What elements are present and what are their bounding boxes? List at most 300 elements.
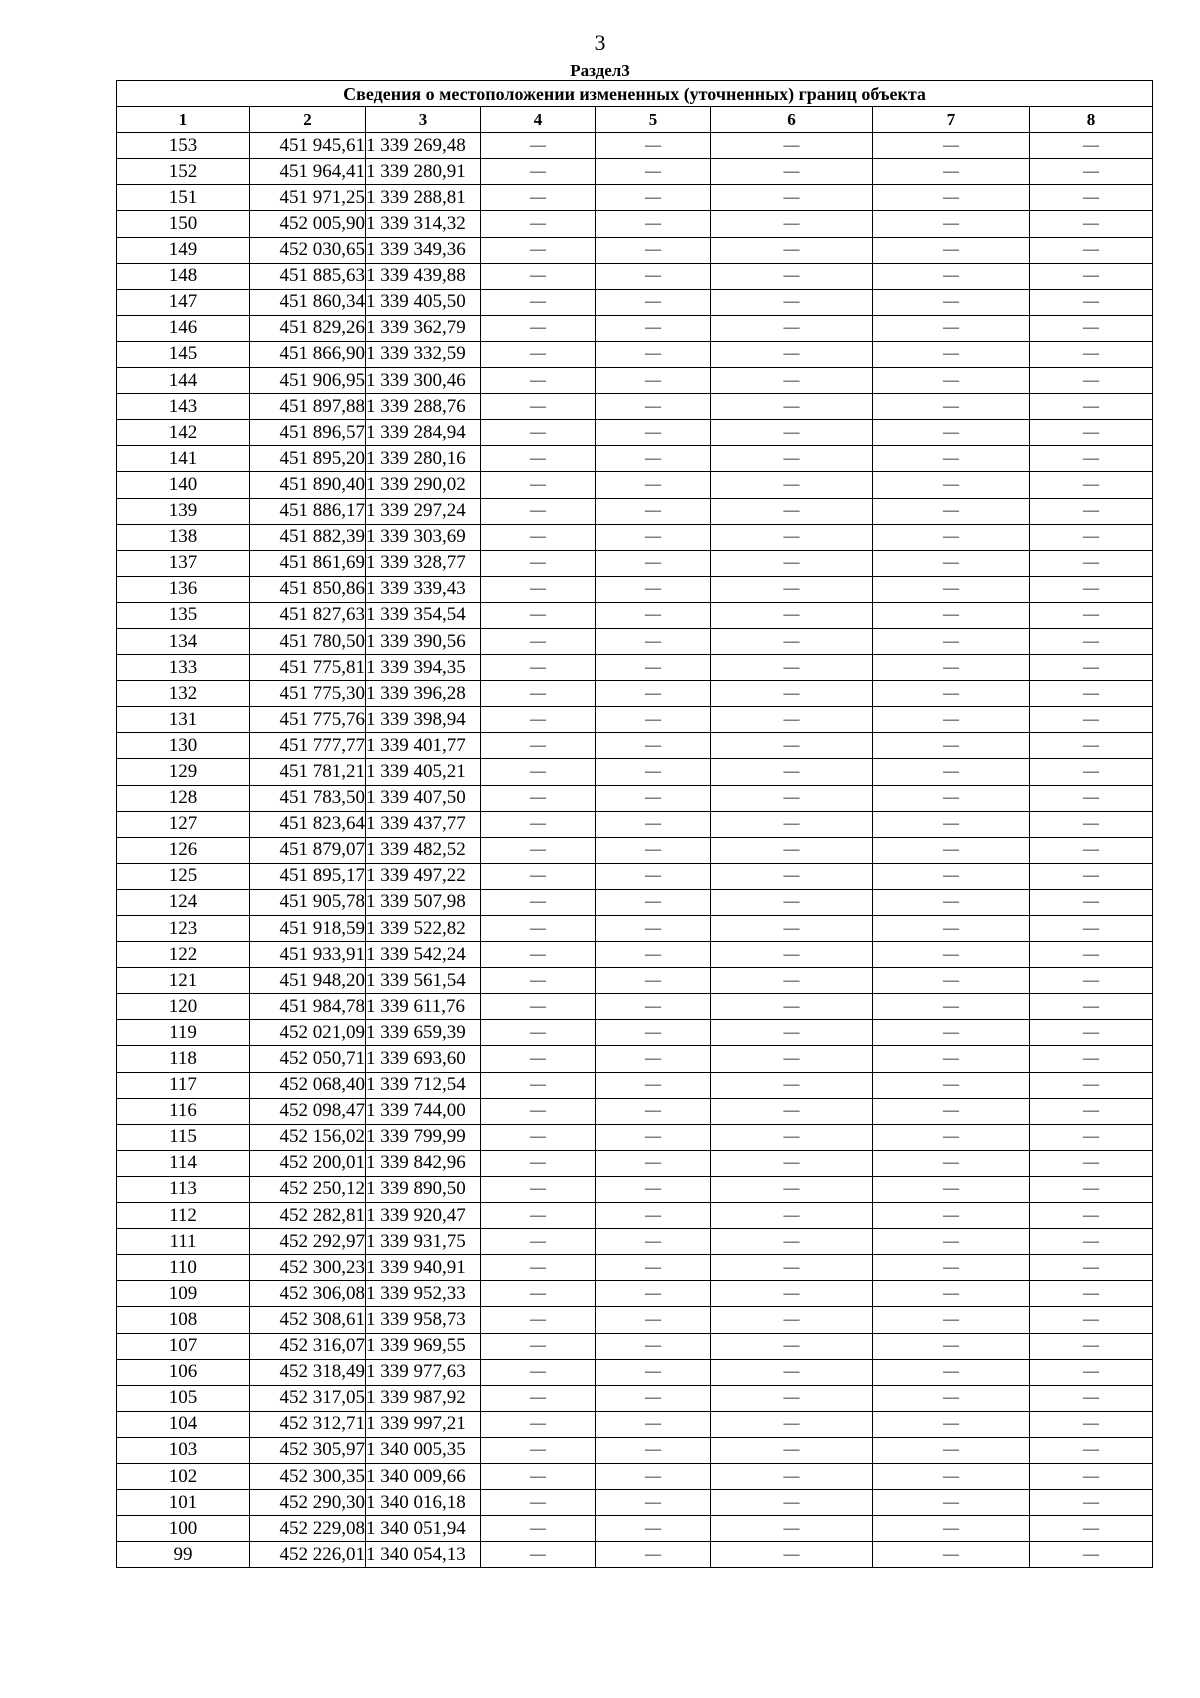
empty-value-cell: — — [596, 1255, 711, 1281]
table-row — [117, 472, 1153, 498]
empty-value-cell: — — [596, 1437, 711, 1463]
empty-value-cell: — — [481, 211, 596, 237]
x-coordinate-cell: 452 098,47 — [250, 1098, 366, 1124]
empty-value-cell: — — [873, 707, 1030, 733]
empty-value-cell: — — [481, 1229, 596, 1255]
empty-value-cell: — — [711, 1203, 873, 1229]
empty-value-cell: — — [481, 968, 596, 994]
empty-value-cell: — — [873, 315, 1030, 341]
empty-value-cell: — — [711, 576, 873, 602]
point-number-cell: 139 — [117, 498, 250, 524]
empty-value-cell: — — [596, 1020, 711, 1046]
table-row — [117, 1411, 1153, 1437]
y-coordinate-cell: 1 339 297,24 — [366, 498, 481, 524]
x-coordinate-cell: 452 316,07 — [250, 1333, 366, 1359]
empty-value-cell: — — [481, 315, 596, 341]
empty-value-cell: — — [1030, 1098, 1153, 1124]
empty-value-cell: — — [1030, 889, 1153, 915]
point-number-cell: 114 — [117, 1150, 250, 1176]
empty-value-cell: — — [1030, 524, 1153, 550]
empty-value-cell: — — [596, 420, 711, 446]
empty-value-cell: — — [873, 1516, 1030, 1542]
x-coordinate-cell: 451 945,61 — [250, 133, 366, 159]
empty-value-cell: — — [596, 811, 711, 837]
empty-value-cell: — — [596, 1411, 711, 1437]
empty-value-cell: — — [711, 1490, 873, 1516]
empty-value-cell: — — [596, 237, 711, 263]
table-row — [117, 368, 1153, 394]
x-coordinate-cell: 452 200,01 — [250, 1150, 366, 1176]
point-number-cell: 102 — [117, 1463, 250, 1489]
point-number-cell: 125 — [117, 863, 250, 889]
point-number-cell: 119 — [117, 1020, 250, 1046]
empty-value-cell: — — [481, 550, 596, 576]
y-coordinate-cell: 1 339 328,77 — [366, 550, 481, 576]
table-row — [117, 289, 1153, 315]
empty-value-cell: — — [596, 289, 711, 315]
x-coordinate-cell: 451 866,90 — [250, 341, 366, 367]
empty-value-cell: — — [481, 289, 596, 315]
x-coordinate-cell: 451 948,20 — [250, 968, 366, 994]
table-row — [117, 863, 1153, 889]
point-number-cell: 127 — [117, 811, 250, 837]
empty-value-cell: — — [481, 394, 596, 420]
empty-value-cell: — — [873, 550, 1030, 576]
empty-value-cell: — — [873, 655, 1030, 681]
point-number-cell: 108 — [117, 1307, 250, 1333]
empty-value-cell: — — [1030, 1516, 1153, 1542]
empty-value-cell: — — [873, 1229, 1030, 1255]
empty-value-cell: — — [711, 1046, 873, 1072]
empty-value-cell: — — [873, 498, 1030, 524]
y-coordinate-cell: 1 340 005,35 — [366, 1437, 481, 1463]
empty-value-cell: — — [596, 368, 711, 394]
table-row — [117, 1463, 1153, 1489]
y-coordinate-cell: 1 339 405,21 — [366, 759, 481, 785]
empty-value-cell: — — [481, 1516, 596, 1542]
empty-value-cell: — — [1030, 681, 1153, 707]
x-coordinate-cell: 452 305,97 — [250, 1437, 366, 1463]
empty-value-cell: — — [873, 1542, 1030, 1568]
x-coordinate-cell: 452 050,71 — [250, 1046, 366, 1072]
empty-value-cell: — — [481, 681, 596, 707]
table-row — [117, 550, 1153, 576]
empty-value-cell: — — [1030, 1046, 1153, 1072]
empty-value-cell: — — [481, 1490, 596, 1516]
point-number-cell: 129 — [117, 759, 250, 785]
section-title: Раздел3 — [570, 61, 630, 80]
empty-value-cell: — — [711, 1463, 873, 1489]
empty-value-cell: — — [1030, 341, 1153, 367]
empty-value-cell: — — [596, 1307, 711, 1333]
empty-value-cell: — — [481, 1542, 596, 1568]
empty-value-cell: — — [481, 707, 596, 733]
table-row — [117, 524, 1153, 550]
empty-value-cell: — — [711, 707, 873, 733]
empty-value-cell: — — [1030, 576, 1153, 602]
empty-value-cell: — — [596, 576, 711, 602]
empty-value-cell: — — [481, 1203, 596, 1229]
x-coordinate-cell: 451 777,77 — [250, 733, 366, 759]
empty-value-cell: — — [596, 315, 711, 341]
empty-value-cell: — — [596, 1072, 711, 1098]
point-number-cell: 153 — [117, 133, 250, 159]
point-number-cell: 132 — [117, 681, 250, 707]
point-number-cell: 152 — [117, 159, 250, 185]
empty-value-cell: — — [481, 837, 596, 863]
y-coordinate-cell: 1 339 401,77 — [366, 733, 481, 759]
x-coordinate-cell: 451 886,17 — [250, 498, 366, 524]
empty-value-cell: — — [596, 472, 711, 498]
empty-value-cell: — — [1030, 994, 1153, 1020]
empty-value-cell: — — [1030, 968, 1153, 994]
empty-value-cell: — — [481, 1072, 596, 1098]
empty-value-cell: — — [481, 159, 596, 185]
point-number-cell: 148 — [117, 263, 250, 289]
empty-value-cell: — — [1030, 159, 1153, 185]
y-coordinate-cell: 1 339 280,16 — [366, 446, 481, 472]
empty-value-cell: — — [873, 1463, 1030, 1489]
point-number-cell: 112 — [117, 1203, 250, 1229]
x-coordinate-cell: 452 282,81 — [250, 1203, 366, 1229]
point-number-cell: 104 — [117, 1411, 250, 1437]
x-coordinate-cell: 451 827,63 — [250, 602, 366, 628]
x-coordinate-cell: 451 885,63 — [250, 263, 366, 289]
empty-value-cell: — — [873, 602, 1030, 628]
y-coordinate-cell: 1 339 542,24 — [366, 942, 481, 968]
empty-value-cell: — — [596, 1333, 711, 1359]
empty-value-cell: — — [596, 263, 711, 289]
empty-value-cell: — — [873, 341, 1030, 367]
empty-value-cell: — — [711, 550, 873, 576]
y-coordinate-cell: 1 340 009,66 — [366, 1463, 481, 1489]
table-row — [117, 628, 1153, 654]
empty-value-cell: — — [1030, 1490, 1153, 1516]
y-coordinate-cell: 1 339 507,98 — [366, 889, 481, 915]
x-coordinate-cell: 451 860,34 — [250, 289, 366, 315]
empty-value-cell: — — [1030, 550, 1153, 576]
table-row — [117, 733, 1153, 759]
x-coordinate-cell: 451 850,86 — [250, 576, 366, 602]
column-number: 5 — [596, 107, 711, 133]
table-row — [117, 994, 1153, 1020]
empty-value-cell: — — [1030, 785, 1153, 811]
empty-value-cell: — — [873, 185, 1030, 211]
table-row — [117, 889, 1153, 915]
column-number: 8 — [1030, 107, 1153, 133]
x-coordinate-cell: 451 879,07 — [250, 837, 366, 863]
x-coordinate-cell: 451 775,81 — [250, 655, 366, 681]
point-number-cell: 137 — [117, 550, 250, 576]
empty-value-cell: — — [711, 681, 873, 707]
y-coordinate-cell: 1 339 940,91 — [366, 1255, 481, 1281]
empty-value-cell: — — [711, 237, 873, 263]
empty-value-cell: — — [481, 498, 596, 524]
empty-value-cell: — — [596, 602, 711, 628]
empty-value-cell: — — [481, 916, 596, 942]
empty-value-cell: — — [596, 1281, 711, 1307]
empty-value-cell: — — [873, 420, 1030, 446]
table-row — [117, 263, 1153, 289]
empty-value-cell: — — [596, 1229, 711, 1255]
x-coordinate-cell: 451 882,39 — [250, 524, 366, 550]
column-number-row — [117, 107, 1153, 133]
table-row — [117, 1020, 1153, 1046]
empty-value-cell: — — [1030, 368, 1153, 394]
table-row — [117, 1229, 1153, 1255]
x-coordinate-cell: 452 226,01 — [250, 1542, 366, 1568]
point-number-cell: 126 — [117, 837, 250, 863]
empty-value-cell: — — [711, 863, 873, 889]
y-coordinate-cell: 1 339 437,77 — [366, 811, 481, 837]
x-coordinate-cell: 451 780,50 — [250, 628, 366, 654]
column-number: 7 — [873, 107, 1030, 133]
empty-value-cell: — — [1030, 472, 1153, 498]
table-row — [117, 1072, 1153, 1098]
empty-value-cell: — — [711, 524, 873, 550]
table-row — [117, 498, 1153, 524]
empty-value-cell: — — [596, 394, 711, 420]
empty-value-cell: — — [711, 211, 873, 237]
empty-value-cell: — — [1030, 1281, 1153, 1307]
table-row — [117, 211, 1153, 237]
empty-value-cell: — — [596, 759, 711, 785]
empty-value-cell: — — [873, 1307, 1030, 1333]
empty-value-cell: — — [481, 133, 596, 159]
empty-value-cell: — — [1030, 707, 1153, 733]
empty-value-cell: — — [481, 1281, 596, 1307]
empty-value-cell: — — [711, 263, 873, 289]
empty-value-cell: — — [873, 1359, 1030, 1385]
empty-value-cell: — — [1030, 394, 1153, 420]
table-row — [117, 1203, 1153, 1229]
empty-value-cell: — — [481, 185, 596, 211]
point-number-cell: 151 — [117, 185, 250, 211]
y-coordinate-cell: 1 340 016,18 — [366, 1490, 481, 1516]
empty-value-cell: — — [1030, 1411, 1153, 1437]
empty-value-cell: — — [596, 1516, 711, 1542]
empty-value-cell: — — [1030, 185, 1153, 211]
empty-value-cell: — — [1030, 1203, 1153, 1229]
y-coordinate-cell: 1 339 958,73 — [366, 1307, 481, 1333]
point-number-cell: 113 — [117, 1176, 250, 1202]
empty-value-cell: — — [873, 811, 1030, 837]
empty-value-cell: — — [481, 811, 596, 837]
point-number-cell: 135 — [117, 602, 250, 628]
y-coordinate-cell: 1 339 314,32 — [366, 211, 481, 237]
empty-value-cell: — — [481, 1437, 596, 1463]
empty-value-cell: — — [711, 1229, 873, 1255]
point-number-cell: 117 — [117, 1072, 250, 1098]
empty-value-cell: — — [873, 1150, 1030, 1176]
y-coordinate-cell: 1 339 269,48 — [366, 133, 481, 159]
point-number-cell: 122 — [117, 942, 250, 968]
empty-value-cell: — — [596, 1046, 711, 1072]
empty-value-cell: — — [596, 498, 711, 524]
y-coordinate-cell: 1 339 354,54 — [366, 602, 481, 628]
point-number-cell: 140 — [117, 472, 250, 498]
empty-value-cell: — — [596, 655, 711, 681]
empty-value-cell: — — [1030, 1072, 1153, 1098]
y-coordinate-cell: 1 339 362,79 — [366, 315, 481, 341]
table-row — [117, 707, 1153, 733]
empty-value-cell: — — [711, 602, 873, 628]
column-number: 6 — [711, 107, 873, 133]
point-number-cell: 145 — [117, 341, 250, 367]
empty-value-cell: — — [711, 994, 873, 1020]
x-coordinate-cell: 451 897,88 — [250, 394, 366, 420]
y-coordinate-cell: 1 339 969,55 — [366, 1333, 481, 1359]
empty-value-cell: — — [873, 1176, 1030, 1202]
point-number-cell: 130 — [117, 733, 250, 759]
x-coordinate-cell: 452 308,61 — [250, 1307, 366, 1333]
y-coordinate-cell: 1 339 390,56 — [366, 628, 481, 654]
empty-value-cell: — — [481, 1150, 596, 1176]
point-number-cell: 141 — [117, 446, 250, 472]
empty-value-cell: — — [596, 1124, 711, 1150]
empty-value-cell: — — [711, 394, 873, 420]
column-number: 2 — [250, 107, 366, 133]
point-number-cell: 138 — [117, 524, 250, 550]
empty-value-cell: — — [873, 628, 1030, 654]
empty-value-cell: — — [711, 733, 873, 759]
y-coordinate-cell: 1 339 284,94 — [366, 420, 481, 446]
y-coordinate-cell: 1 339 280,91 — [366, 159, 481, 185]
x-coordinate-cell: 452 005,90 — [250, 211, 366, 237]
empty-value-cell: — — [711, 1176, 873, 1202]
empty-value-cell: — — [1030, 1307, 1153, 1333]
empty-value-cell: — — [1030, 315, 1153, 341]
table-row — [117, 394, 1153, 420]
empty-value-cell: — — [596, 1490, 711, 1516]
empty-value-cell: — — [873, 1255, 1030, 1281]
table-row — [117, 1255, 1153, 1281]
point-number-cell: 120 — [117, 994, 250, 1020]
empty-value-cell: — — [711, 942, 873, 968]
y-coordinate-cell: 1 339 920,47 — [366, 1203, 481, 1229]
empty-value-cell: — — [711, 759, 873, 785]
point-number-cell: 150 — [117, 211, 250, 237]
empty-value-cell: — — [1030, 420, 1153, 446]
point-number-cell: 115 — [117, 1124, 250, 1150]
empty-value-cell: — — [1030, 602, 1153, 628]
table-row — [117, 1176, 1153, 1202]
point-number-cell: 131 — [117, 707, 250, 733]
point-number-cell: 149 — [117, 237, 250, 263]
empty-value-cell: — — [481, 1020, 596, 1046]
x-coordinate-cell: 451 964,41 — [250, 159, 366, 185]
table-row — [117, 681, 1153, 707]
empty-value-cell: — — [481, 524, 596, 550]
x-coordinate-cell: 451 895,20 — [250, 446, 366, 472]
empty-value-cell: — — [873, 994, 1030, 1020]
table-row — [117, 837, 1153, 863]
empty-value-cell: — — [596, 1203, 711, 1229]
empty-value-cell: — — [481, 420, 596, 446]
y-coordinate-cell: 1 339 611,76 — [366, 994, 481, 1020]
y-coordinate-cell: 1 339 997,21 — [366, 1411, 481, 1437]
empty-value-cell: — — [711, 628, 873, 654]
table-row — [117, 185, 1153, 211]
empty-value-cell: — — [481, 1359, 596, 1385]
empty-value-cell: — — [1030, 1437, 1153, 1463]
empty-value-cell: — — [596, 942, 711, 968]
empty-value-cell: — — [481, 733, 596, 759]
empty-value-cell: — — [1030, 263, 1153, 289]
empty-value-cell: — — [873, 263, 1030, 289]
empty-value-cell: — — [481, 368, 596, 394]
empty-value-cell: — — [596, 889, 711, 915]
empty-value-cell: — — [873, 368, 1030, 394]
empty-value-cell: — — [481, 1124, 596, 1150]
empty-value-cell: — — [711, 785, 873, 811]
empty-value-cell: — — [711, 811, 873, 837]
table-row — [117, 1516, 1153, 1542]
empty-value-cell: — — [481, 1255, 596, 1281]
empty-value-cell: — — [873, 837, 1030, 863]
empty-value-cell: — — [481, 446, 596, 472]
table-row — [117, 576, 1153, 602]
y-coordinate-cell: 1 339 659,39 — [366, 1020, 481, 1046]
empty-value-cell: — — [711, 498, 873, 524]
point-number-cell: 100 — [117, 1516, 250, 1542]
empty-value-cell: — — [873, 446, 1030, 472]
x-coordinate-cell: 452 229,08 — [250, 1516, 366, 1542]
empty-value-cell: — — [873, 1203, 1030, 1229]
point-number-cell: 118 — [117, 1046, 250, 1072]
empty-value-cell: — — [711, 1542, 873, 1568]
empty-value-cell: — — [711, 289, 873, 315]
empty-value-cell: — — [596, 159, 711, 185]
empty-value-cell: — — [481, 576, 596, 602]
table-row — [117, 1307, 1153, 1333]
empty-value-cell: — — [1030, 655, 1153, 681]
point-number-cell: 116 — [117, 1098, 250, 1124]
point-number-cell: 101 — [117, 1490, 250, 1516]
empty-value-cell: — — [711, 368, 873, 394]
empty-value-cell: — — [481, 1385, 596, 1411]
table-row — [117, 1098, 1153, 1124]
empty-value-cell: — — [1030, 1463, 1153, 1489]
empty-value-cell: — — [873, 1098, 1030, 1124]
y-coordinate-cell: 1 339 799,99 — [366, 1124, 481, 1150]
empty-value-cell: — — [481, 602, 596, 628]
empty-value-cell: — — [596, 341, 711, 367]
x-coordinate-cell: 451 890,40 — [250, 472, 366, 498]
empty-value-cell: — — [873, 1281, 1030, 1307]
empty-value-cell: — — [596, 785, 711, 811]
table-row — [117, 446, 1153, 472]
empty-value-cell: — — [481, 1463, 596, 1489]
empty-value-cell: — — [873, 576, 1030, 602]
point-number-cell: 121 — [117, 968, 250, 994]
empty-value-cell: — — [481, 472, 596, 498]
empty-value-cell: — — [481, 237, 596, 263]
boundary-coordinates-table — [116, 80, 1153, 1568]
table-row — [117, 237, 1153, 263]
empty-value-cell: — — [873, 968, 1030, 994]
empty-value-cell: — — [711, 1333, 873, 1359]
x-coordinate-cell: 451 823,64 — [250, 811, 366, 837]
empty-value-cell: — — [711, 420, 873, 446]
table-row — [117, 1333, 1153, 1359]
empty-value-cell: — — [873, 1072, 1030, 1098]
x-coordinate-cell: 452 292,97 — [250, 1229, 366, 1255]
empty-value-cell: — — [481, 1176, 596, 1202]
empty-value-cell: — — [596, 968, 711, 994]
table-row — [117, 420, 1153, 446]
y-coordinate-cell: 1 340 054,13 — [366, 1542, 481, 1568]
